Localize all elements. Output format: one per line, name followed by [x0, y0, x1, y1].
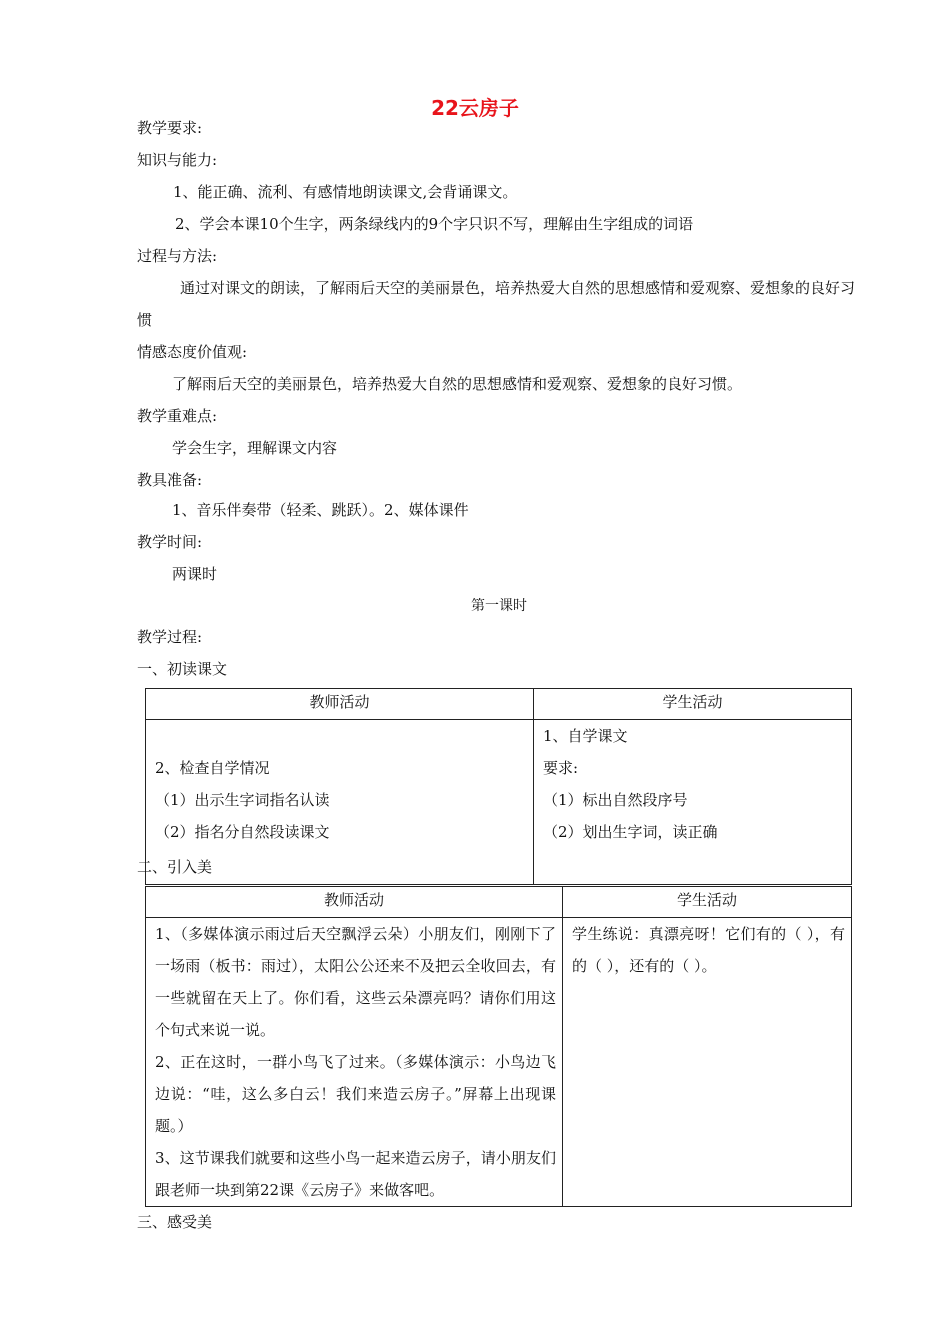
table-one-student-line: 要求:: [543, 759, 579, 777]
teaching-tools-body: 1、音乐伴奏带（轻柔、跳跃）。2、媒体课件: [172, 501, 469, 519]
heading-key-points: 教学重难点:: [137, 407, 218, 425]
activity-table-two: [145, 886, 852, 1207]
table-one-teacher-line: 2、检查自学情况: [155, 759, 270, 777]
table-one-student-line: 1、自学课文: [543, 727, 628, 745]
table-two-teacher-cell: [146, 918, 563, 1207]
section-three-heading: 三、感受美: [137, 1213, 213, 1231]
emotion-values-body: 了解雨后天空的美丽景色，培养热爱大自然的思想感情和爱观察、爱想象的良好习惯。: [172, 375, 743, 393]
table-one-student-header: 学生活动: [534, 689, 852, 720]
key-points-body: 学会生字，理解课文内容: [172, 439, 338, 457]
lesson-one-heading: 第一课时: [471, 598, 527, 614]
section-one-heading: 一、初读课文: [137, 660, 228, 678]
heading-process-method: 过程与方法:: [137, 247, 218, 265]
heading-teaching-requirements: 教学要求:: [137, 119, 203, 137]
heading-teaching-process: 教学过程:: [137, 628, 203, 646]
knowledge-item-1: 1、能正确、流利、有感情地朗读课文,会背诵课文。: [173, 183, 518, 201]
teaching-time-body: 两课时: [172, 565, 218, 583]
table-one-teacher-header: 教师活动: [146, 689, 534, 720]
table-two-teacher-paragraph: 2、正在这时，一群小鸟飞了过来。（多媒体演示：小鸟边飞边说：“哇，这么多白云！我们来造云房子。”屏幕上出现课题。）: [155, 1053, 556, 1135]
table-one-student-line: （2）划出生字词，读正确: [543, 823, 718, 841]
table-one-student-cell: [534, 720, 852, 885]
table-two-student-header: 学生活动: [563, 887, 852, 918]
table-one-teacher-line: （1）出示生字词指名认读: [155, 791, 330, 809]
process-method-body: 通过对课文的朗读，了解雨后天空的美丽景色，培养热爱大自然的思想感情和爱观察、爱想象的良好习惯: [137, 279, 856, 329]
section-two-heading: 二、引入美: [137, 858, 213, 876]
heading-teaching-time: 教学时间:: [137, 533, 203, 551]
activity-table-one: [145, 688, 852, 885]
table-one-teacher-line: （2）指名分自然段读课文: [155, 823, 330, 841]
table-two-student-cell: [563, 918, 852, 1207]
heading-teaching-tools: 教具准备:: [137, 471, 203, 489]
heading-emotion-values: 情感态度价值观:: [137, 343, 248, 361]
table-one-student-line: （1）标出自然段序号: [543, 791, 688, 809]
table-two-teacher-paragraph: 3、这节课我们就要和这些小鸟一起来造云房子，请小朋友们跟老师一块到第22课《云房子》来做客吧。: [155, 1149, 556, 1199]
heading-knowledge-ability: 知识与能力:: [137, 151, 218, 169]
table-two-teacher-header: 教师活动: [146, 887, 563, 918]
knowledge-item-2: 2、学会本课10个生字，两条绿线内的9个字只识不写，理解由生字组成的词语: [175, 215, 694, 233]
document-title: 22云房子: [431, 96, 519, 120]
table-two-student-paragraph: 学生练说：真漂亮呀！它们有的（ ），有的（ ），还有的（ ）。: [572, 925, 845, 975]
table-two-teacher-paragraph: 1、（多媒体演示雨过后天空飘浮云朵）小朋友们，刚刚下了一场雨（板书：雨过），太阳公公还来不及把云全收回去，有一些就留在天上了。你们看，这些云朵漂亮吗？请你们用这个句式来说一说。: [155, 925, 556, 1039]
